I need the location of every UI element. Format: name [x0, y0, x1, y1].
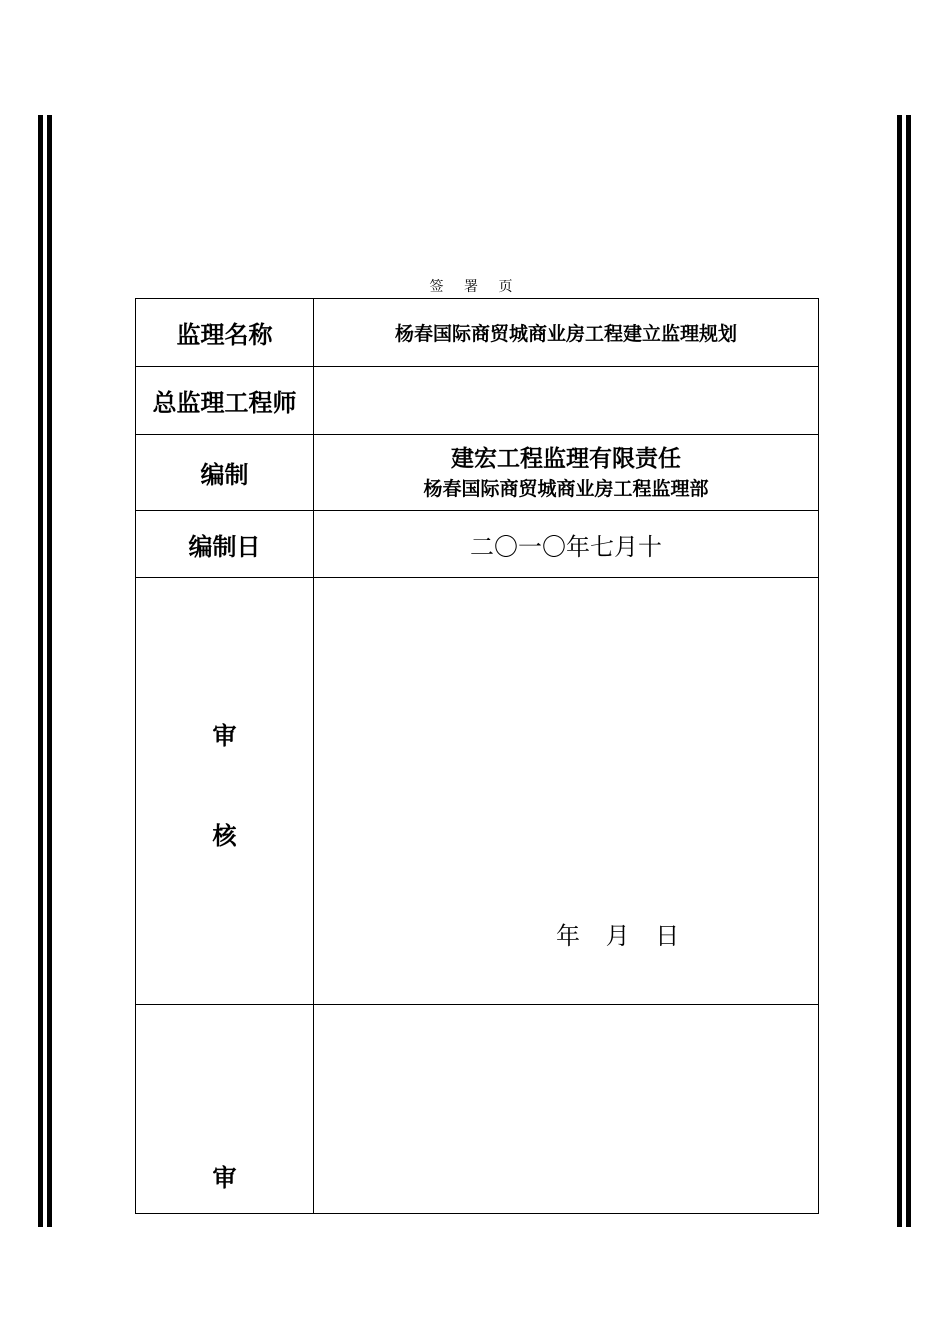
table-row-review [136, 578, 819, 1005]
page-caption: 签 署 页 [429, 279, 521, 295]
prepared-value-cell [314, 435, 819, 511]
prepared-label: 编制 [136, 435, 314, 511]
date-label: 编制日 [136, 511, 314, 578]
table-row-date [136, 511, 819, 578]
chief-value [314, 367, 819, 435]
review-month: 月 [605, 922, 630, 950]
review-char-2: 核 [212, 822, 237, 850]
review-year: 年 [556, 922, 580, 950]
review-day: 日 [655, 922, 680, 950]
approve-char-1: 审 [212, 1164, 237, 1192]
prepared-dept: 杨春国际商贸城商业房工程监理部 [423, 477, 709, 500]
table-row-approve [136, 1005, 819, 1214]
table-row-chief [136, 367, 819, 435]
name-label: 监理名称 [136, 299, 314, 367]
table-row-prepared [136, 435, 819, 511]
project-name: 杨春国际商贸城商业房工程建立监理规划 [394, 323, 737, 345]
date-value: 二〇一〇年七月十 [470, 532, 662, 561]
review-date-line [556, 916, 697, 951]
review-label-cell [136, 578, 314, 1005]
chief-label: 总监理工程师 [136, 367, 314, 435]
signature-table [135, 298, 819, 1214]
review-content-cell [314, 578, 819, 1005]
review-char-1: 审 [212, 722, 237, 750]
name-value-cell [314, 299, 819, 367]
approve-content-cell [314, 1005, 819, 1214]
date-value-cell [314, 511, 819, 578]
approve-label-cell [136, 1005, 314, 1214]
prepared-org: 建宏工程监理有限责任 [451, 445, 681, 472]
table-row-name [136, 299, 819, 367]
